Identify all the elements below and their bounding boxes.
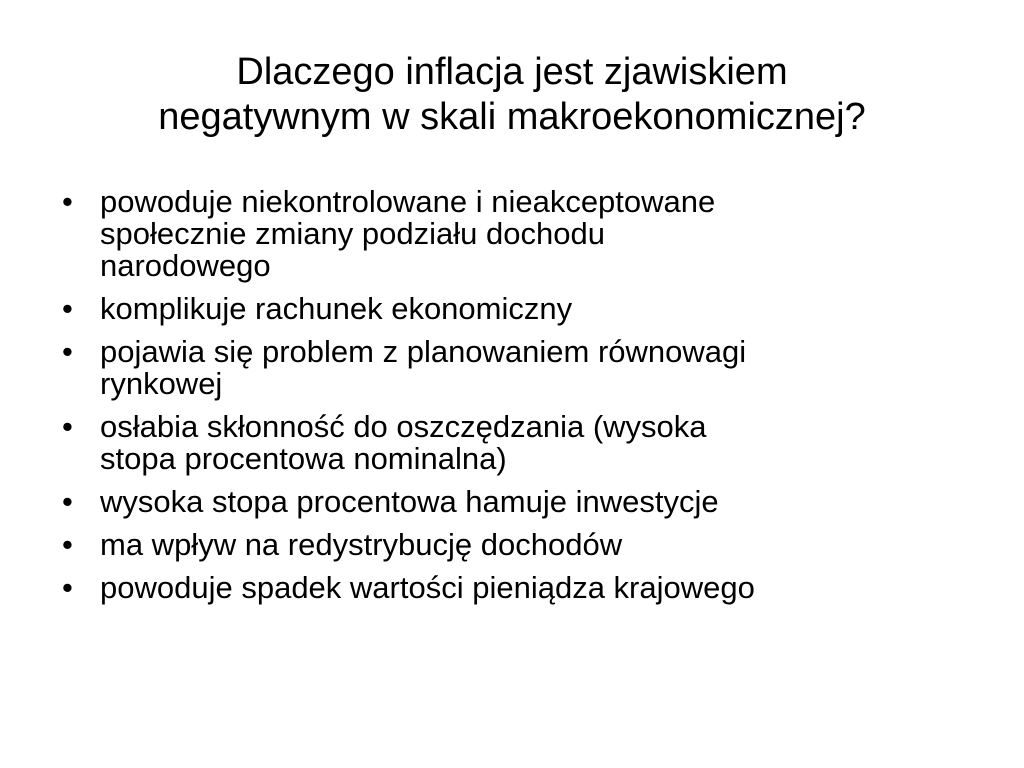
bullet-text (100, 409, 707, 476)
slide-title-line-1: Dlaczego inflacja jest zjawiskiem (236, 51, 788, 93)
bullet-text-line: społecznie zmiany podziału dochodu (100, 216, 605, 251)
bullet-icon: • (62, 184, 73, 219)
bullet-icon: • (62, 334, 73, 369)
bullet-icon: • (62, 570, 73, 605)
bullet-icon: • (62, 484, 73, 519)
slide-title-line-2: negatywnym w skali makroekonomicznej? (158, 96, 866, 138)
bullet-item (60, 411, 980, 475)
bullet-icon: • (62, 527, 73, 562)
bullet-text (100, 184, 715, 283)
bullet-text (100, 334, 746, 401)
bullet-text-line: rynkowej (100, 366, 223, 401)
bullet-item (60, 486, 980, 518)
bullet-item (60, 572, 980, 604)
bullet-icon: • (62, 409, 73, 444)
bullet-text-line: osłabia skłonność do oszczędzania (wysoka (100, 409, 707, 444)
slide-title (40, 50, 984, 140)
bullet-icon: • (62, 291, 73, 326)
bullet-text (100, 484, 719, 519)
bullet-text (100, 570, 755, 605)
bullet-text-line: wysoka stopa procentowa hamuje inwestycje (100, 484, 719, 519)
bullet-text-line: pojawia się problem z planowaniem równowagi (100, 334, 747, 369)
bullet-item (60, 293, 980, 325)
bullet-text (100, 291, 572, 326)
bullet-text-line: stopa procentowa nominalna) (100, 441, 507, 476)
bullet-text-line: ma wpływ na redystrybucję dochodów (100, 527, 623, 562)
bullet-text-line: komplikuje rachunek ekonomiczny (100, 291, 573, 326)
bullet-text-line: narodowego (100, 248, 271, 283)
bullet-item (60, 529, 980, 561)
bullet-item (60, 186, 980, 282)
bullet-text-line: powoduje niekontrolowane i nieakceptowane (100, 184, 716, 219)
bullet-text-line: powoduje spadek wartości pieniądza krajowego (100, 570, 755, 605)
bullet-item (60, 336, 980, 400)
bullet-text (100, 527, 622, 562)
bullet-list (60, 186, 980, 615)
